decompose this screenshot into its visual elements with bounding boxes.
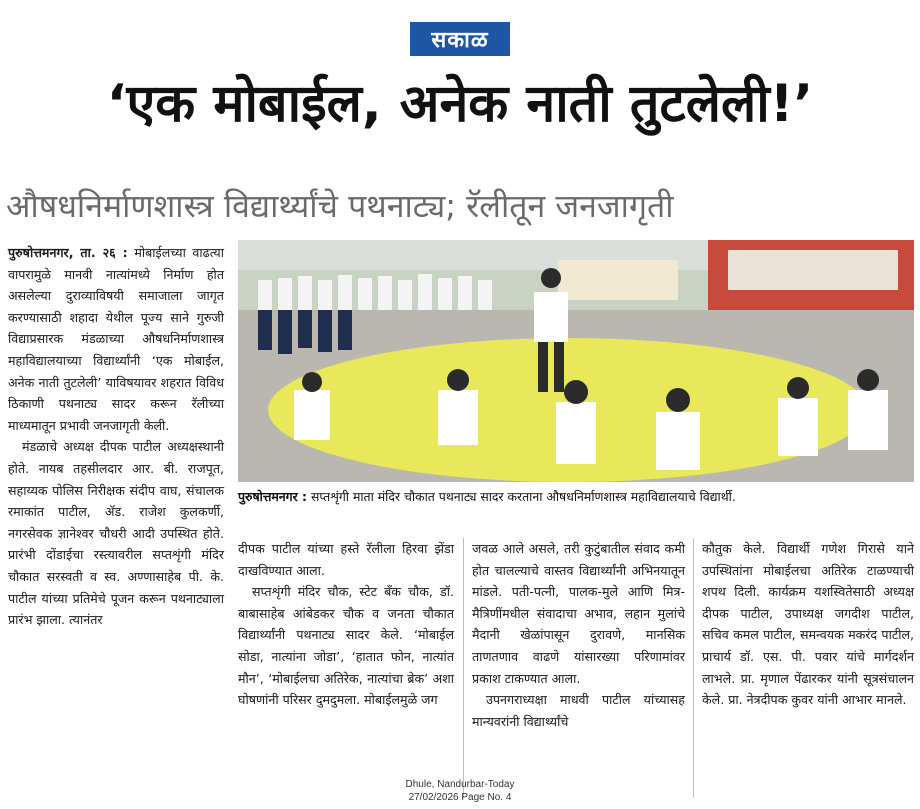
paragraph: उपनगराध्यक्षा माधवी पाटील यांच्यासह मान्यवरांनी विद्यार्थ्यांचे <box>472 692 685 729</box>
article-column-3 <box>472 538 685 732</box>
paragraph: दीपक पाटील यांच्या हस्ते रॅलीला हिरवा झेंडा दाखविण्यात आला. <box>238 541 454 578</box>
article-column-1 <box>8 242 224 631</box>
caption-place: पुरुषोत्तमनगर : <box>238 489 307 504</box>
paragraph: सप्तशृंगी मंदिर चौक, स्टेट बँक चौक, डॉ. बाबासाहेब आंबेडकर चौक व जनता चौकात विद्यार्थ्यांनी पथनाट्य सादर केले. ‘मोबाईल सोडा, नात्यांना जोडा’, ‘हातात फोन, नात्यांत मौन’, ‘मोबाईलचा अतिरेक, नात्यांचा ब्रेक’ अशा घोषणांनी परिसर दुमदुमला. मोबाईलमुळे जग <box>238 584 454 708</box>
paragraph-text: मोबाईलच्या वाढत्या वापरामुळे मानवी नात्यांमध्ये निर्माण होत असलेल्या दुराव्याविषयी समाजाला जागृत करण्यासाठी शहादा येथील पूज्य साने गुरुजी विद्याप्रसारक मंडळाच्या औषधनिर्माणशास्त्र महाविद्यालयाच्या विद्यार्थ्यांनी ‘एक मोबाईल, अनेक नाती तुटलेली’ याविषयावर शहरात विविध ठिकाणी पथनाट्य सादर करून रॅलीच्या माध्यमातून प्रभावी जनजागृती केली. <box>8 245 224 433</box>
dateline: पुरुषोत्तमनगर, ता. २६ : <box>8 245 128 260</box>
street-play-photo <box>238 240 914 482</box>
date-page-label: 27/02/2026 Page No. 4 <box>408 792 512 803</box>
column-divider <box>463 538 464 798</box>
paragraph: कौतुक केले. विद्यार्थी गणेश गिरासे याने उपस्थितांना मोबाईलचा अतिरेक टाळण्याची शपथ दिली. कार्यक्रम यशस्वितेसाठी अध्यक्ष दीपक पाटील, उपाध्यक्ष जगदीश पाटील, सचिव कमल पाटील, समन्वयक मकरंद पाटील, प्राचार्य डॉ. एस. पी. पवार यांचे मार्गदर्शन लाभले. प्रा. मृणाल पेंढारकर यांनी सूत्रसंचालन केले. प्रा. नेत्रदीपक कुवर यांनी आभार मानले. <box>702 541 914 708</box>
page-footer <box>0 778 920 804</box>
article-subheadline: औषधनिर्माणशास्त्र विद्यार्थ्यांचे पथनाट्य; रॅलीतून जनजागृती <box>6 187 674 225</box>
paragraph: जवळ आले असले, तरी कुटुंबातील संवाद कमी होत चालल्याचे वास्तव विद्यार्थ्यांनी अभिनयातून मांडले. पती-पत्नी, पालक-मुले आणि मित्र-मैत्रिणींमधील संवादाचा अभाव, लहान मुलांचे मैदानी खेळांपासून दुरावणे, मानसिक ताणतणाव वाढणे यांसारख्या परिणामांवर प्रकाश टाकण्यात आला. <box>472 541 685 686</box>
logo-text: सकाळ <box>431 28 489 53</box>
article-headline: ‘एक मोबाईल, अनेक नाती तुटलेली!’ <box>106 74 814 134</box>
paragraph: मंडळाचे अध्यक्ष दीपक पाटील अध्यक्षस्थानी होते. नायब तहसीलदार आर. बी. राजपूत, सहाय्यक पोलिस निरीक्षक संदीप वाघ, संचालक रमाकांत पाटील, ॲड. राजेश कुलकर्णी, नगरसेवक ज्ञानेश्वर चौधरी आदी उपस्थित होते. प्रारंभी दोंडाईचा रस्त्यावरील सप्तशृंगी मंदिर चौकात सरस्वती व स्व. अण्णासाहेब पी. के. पाटील यांच्या प्रतिमेचे पूजन करून पथनाट्याला प्रारंभ झाला. त्यानंतर <box>8 439 224 628</box>
photo-caption <box>238 488 914 505</box>
edition-label: Dhule, Nandurbar-Today <box>405 779 515 790</box>
news-photo <box>238 240 914 482</box>
column-divider <box>693 538 694 798</box>
first-paragraph <box>8 242 224 436</box>
article-column-4 <box>702 538 914 711</box>
newspaper-logo <box>410 22 510 56</box>
article-column-2 <box>238 538 454 711</box>
caption-text: सप्तशृंगी माता मंदिर चौकात पथनाट्य सादर करताना औषधनिर्माणशास्त्र महाविद्यालयाचे विद्यार्थी. <box>310 489 736 504</box>
